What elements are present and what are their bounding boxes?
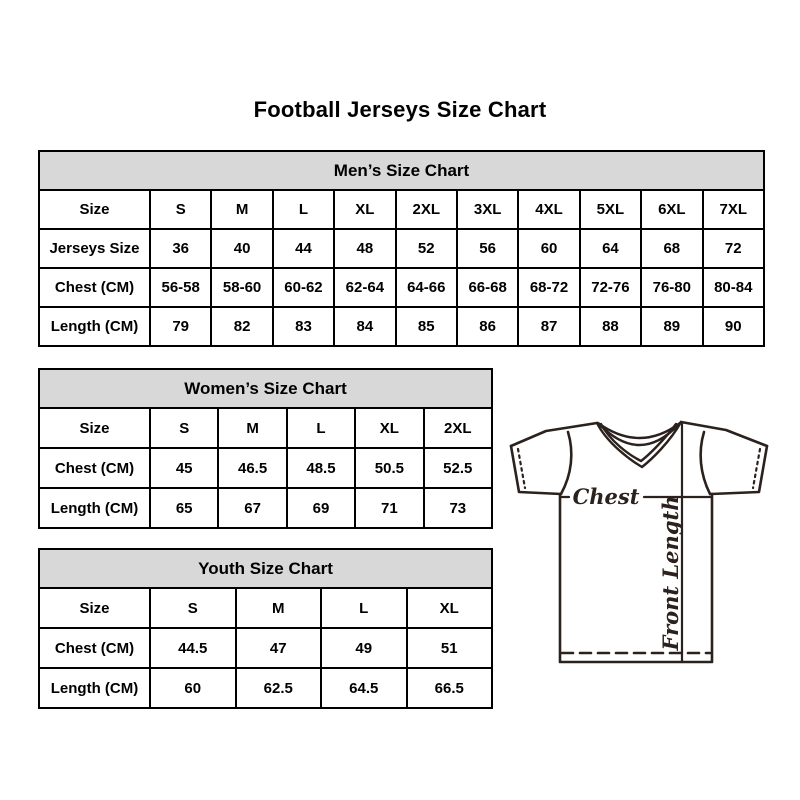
table-section-header: Women’s Size Chart bbox=[39, 369, 492, 408]
header-cell: L bbox=[273, 190, 334, 229]
value-cell: 72 bbox=[703, 229, 764, 268]
table-row bbox=[39, 488, 492, 528]
header-cell: S bbox=[150, 588, 236, 628]
value-cell: 72-76 bbox=[580, 268, 641, 307]
header-cell: Jerseys Size bbox=[39, 229, 150, 268]
header-cell: XL bbox=[355, 408, 423, 448]
value-cell: 60-62 bbox=[273, 268, 334, 307]
youth-size-table bbox=[38, 548, 493, 709]
value-cell: 45 bbox=[150, 448, 218, 488]
page-title: Football Jerseys Size Chart bbox=[253, 97, 547, 122]
header-cell: S bbox=[150, 190, 211, 229]
value-cell: 64-66 bbox=[396, 268, 457, 307]
header-cell: Size bbox=[39, 588, 150, 628]
value-cell: 68 bbox=[641, 229, 702, 268]
header-cell: Chest (CM) bbox=[39, 268, 150, 307]
header-cell: Chest (CM) bbox=[39, 448, 150, 488]
value-cell: 68-72 bbox=[518, 268, 579, 307]
value-cell: 56-58 bbox=[150, 268, 211, 307]
value-cell: 44 bbox=[273, 229, 334, 268]
header-cell: M bbox=[211, 190, 272, 229]
value-cell: 71 bbox=[355, 488, 423, 528]
header-cell: Size bbox=[39, 190, 150, 229]
value-cell: 65 bbox=[150, 488, 218, 528]
header-cell: 4XL bbox=[518, 190, 579, 229]
value-cell: 58-60 bbox=[211, 268, 272, 307]
value-cell: 83 bbox=[273, 307, 334, 346]
table-row bbox=[39, 448, 492, 488]
value-cell: 50.5 bbox=[355, 448, 423, 488]
value-cell: 88 bbox=[580, 307, 641, 346]
value-cell: 84 bbox=[334, 307, 395, 346]
table-row bbox=[39, 307, 764, 346]
value-cell: 90 bbox=[703, 307, 764, 346]
jersey-body-outline bbox=[511, 422, 767, 662]
header-cell: L bbox=[287, 408, 355, 448]
header-cell: Size bbox=[39, 408, 150, 448]
header-cell: Length (CM) bbox=[39, 488, 150, 528]
chest-label: Chest bbox=[572, 484, 640, 509]
value-cell: 60 bbox=[518, 229, 579, 268]
header-cell: 3XL bbox=[457, 190, 518, 229]
value-cell: 36 bbox=[150, 229, 211, 268]
value-cell: 62.5 bbox=[236, 668, 322, 708]
header-cell: XL bbox=[407, 588, 493, 628]
value-cell: 79 bbox=[150, 307, 211, 346]
value-cell: 48.5 bbox=[287, 448, 355, 488]
value-cell: 87 bbox=[518, 307, 579, 346]
value-cell: 56 bbox=[457, 229, 518, 268]
value-cell: 66-68 bbox=[457, 268, 518, 307]
value-cell: 51 bbox=[407, 628, 493, 668]
value-cell: 80-84 bbox=[703, 268, 764, 307]
front-length-label: Front Length bbox=[658, 495, 683, 651]
value-cell: 62-64 bbox=[334, 268, 395, 307]
table-section-header: Youth Size Chart bbox=[39, 549, 492, 588]
table-row bbox=[39, 668, 492, 708]
value-cell: 64 bbox=[580, 229, 641, 268]
header-cell: Length (CM) bbox=[39, 307, 150, 346]
value-cell: 44.5 bbox=[150, 628, 236, 668]
value-cell: 76-80 bbox=[641, 268, 702, 307]
header-cell: 5XL bbox=[580, 190, 641, 229]
value-cell: 66.5 bbox=[407, 668, 493, 708]
table-row bbox=[39, 190, 764, 229]
header-cell: 2XL bbox=[424, 408, 492, 448]
header-cell: Chest (CM) bbox=[39, 628, 150, 668]
header-cell: M bbox=[236, 588, 322, 628]
jersey-measurement-diagram bbox=[504, 410, 776, 672]
table-row bbox=[39, 408, 492, 448]
header-cell: Length (CM) bbox=[39, 668, 150, 708]
table-section-header: Men’s Size Chart bbox=[39, 151, 764, 190]
table-row bbox=[39, 588, 492, 628]
value-cell: 69 bbox=[287, 488, 355, 528]
value-cell: 64.5 bbox=[321, 668, 407, 708]
table-row bbox=[39, 229, 764, 268]
v-neck-collar bbox=[597, 422, 681, 467]
value-cell: 73 bbox=[424, 488, 492, 528]
header-cell: L bbox=[321, 588, 407, 628]
header-cell: 6XL bbox=[641, 190, 702, 229]
value-cell: 60 bbox=[150, 668, 236, 708]
value-cell: 49 bbox=[321, 628, 407, 668]
header-cell: 7XL bbox=[703, 190, 764, 229]
value-cell: 86 bbox=[457, 307, 518, 346]
cuff-stitch-lines bbox=[518, 449, 760, 488]
header-cell: M bbox=[218, 408, 286, 448]
value-cell: 40 bbox=[211, 229, 272, 268]
value-cell: 85 bbox=[396, 307, 457, 346]
womens-size-table bbox=[38, 368, 493, 529]
value-cell: 67 bbox=[218, 488, 286, 528]
mens-size-table bbox=[38, 150, 765, 347]
value-cell: 47 bbox=[236, 628, 322, 668]
table-row bbox=[39, 268, 764, 307]
value-cell: 52 bbox=[396, 229, 457, 268]
value-cell: 46.5 bbox=[218, 448, 286, 488]
value-cell: 89 bbox=[641, 307, 702, 346]
table-row bbox=[39, 628, 492, 668]
value-cell: 48 bbox=[334, 229, 395, 268]
header-cell: XL bbox=[334, 190, 395, 229]
value-cell: 82 bbox=[211, 307, 272, 346]
header-cell: 2XL bbox=[396, 190, 457, 229]
header-cell: S bbox=[150, 408, 218, 448]
value-cell: 52.5 bbox=[424, 448, 492, 488]
